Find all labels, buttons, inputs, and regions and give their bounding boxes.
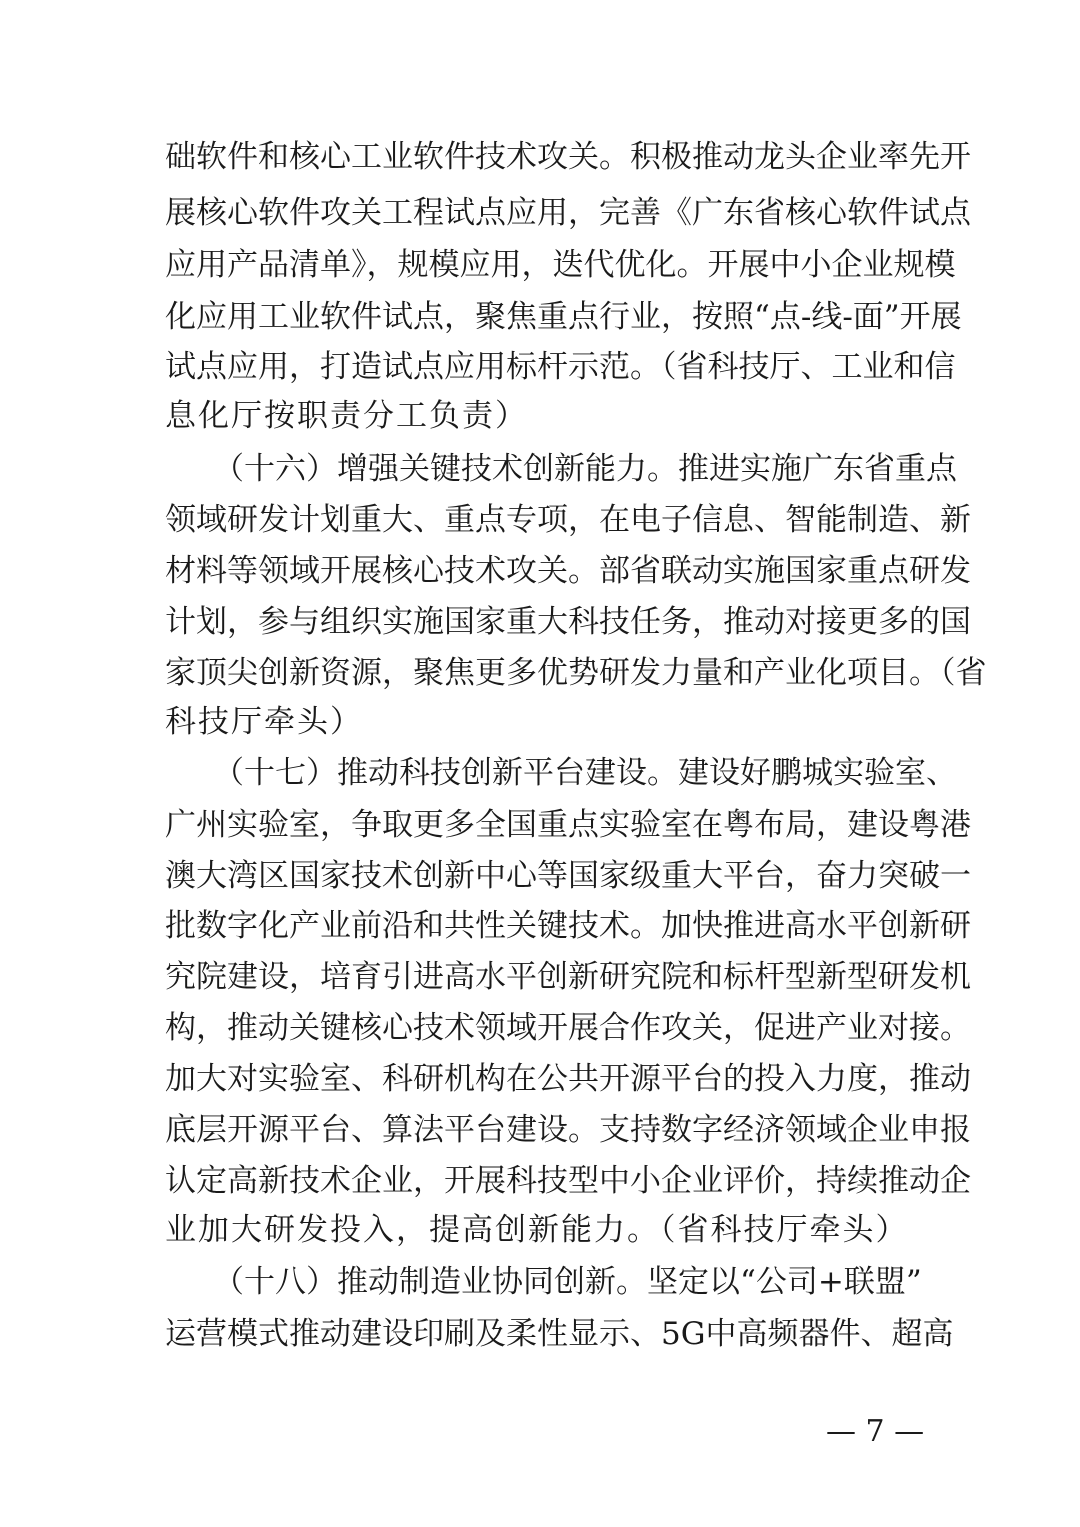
section-heading-line: （十六）增强关键技术创新能力。推进实施广东省重点 [213,451,957,487]
text-line: 息化厅按职责分工负责） [165,398,528,434]
text-line: 加大对实验室、科研机构在公共开源平台的投入力度，推动 [165,1061,971,1097]
text-line: 澳大湾区国家技术创新中心等国家级重大平台，奋力突破一 [165,858,971,894]
text-line: 展核心软件攻关工程试点应用，完善《广东省核心软件试点 [165,195,971,231]
text-line: 业加大研发投入，提高创新能力。（省科技厅牵头） [165,1212,909,1248]
text-line: 试点应用，打造试点应用标杆示范。（省科技厅、工业和信 [165,349,956,385]
text-line: 家顶尖创新资源，聚焦更多优势研发力量和产业化项目。（省 [165,655,987,691]
text-line: 构，推动关键核心技术领域开展合作攻关，促进产业对接。 [165,1010,971,1046]
text-line: 广州实验室，争取更多全国重点实验室在粤布局，建设粤港 [165,807,971,843]
text-line: 究院建设，培育引进高水平创新研究院和标杆型新型研发机 [165,959,971,995]
text-line: 底层开源平台、算法平台建设。支持数字经济领域企业申报 [165,1112,971,1148]
text-line: 计划，参与组织实施国家重大科技任务，推动对接更多的国 [165,604,971,640]
page-number: — 7 — [826,1414,925,1449]
text-line: 材料等领域开展核心技术攻关。部省联动实施国家重点研发 [165,553,971,589]
text-line: 应用产品清单》，规模应用，迭代优化。开展中小企业规模 [165,247,956,283]
text-line: 批数字化产业前沿和共性关键技术。加快推进高水平创新研 [165,908,971,944]
section-heading-line: （十七）推动科技创新平台建设。建设好鹏城实验室、 [213,755,957,791]
text-line: 科技厅牵头） [165,704,363,740]
text-line: 领域研发计划重大、重点专项，在电子信息、智能制造、新 [165,502,971,538]
text-line: 运营模式推动建设印刷及柔性显示、5G中高频器件、超高 [165,1316,954,1352]
text-line: 化应用工业软件试点，聚焦重点行业，按照“点-线-面”开展 [165,299,962,335]
text-line: 认定高新技术企业，开展科技型中小企业评价，持续推动企 [165,1163,971,1199]
text-line: 础软件和核心工业软件技术攻关。积极推动龙头企业率先开 [165,139,971,175]
section-heading-line: （十八）推动制造业协同创新。坚定以“公司+联盟” [213,1264,922,1300]
